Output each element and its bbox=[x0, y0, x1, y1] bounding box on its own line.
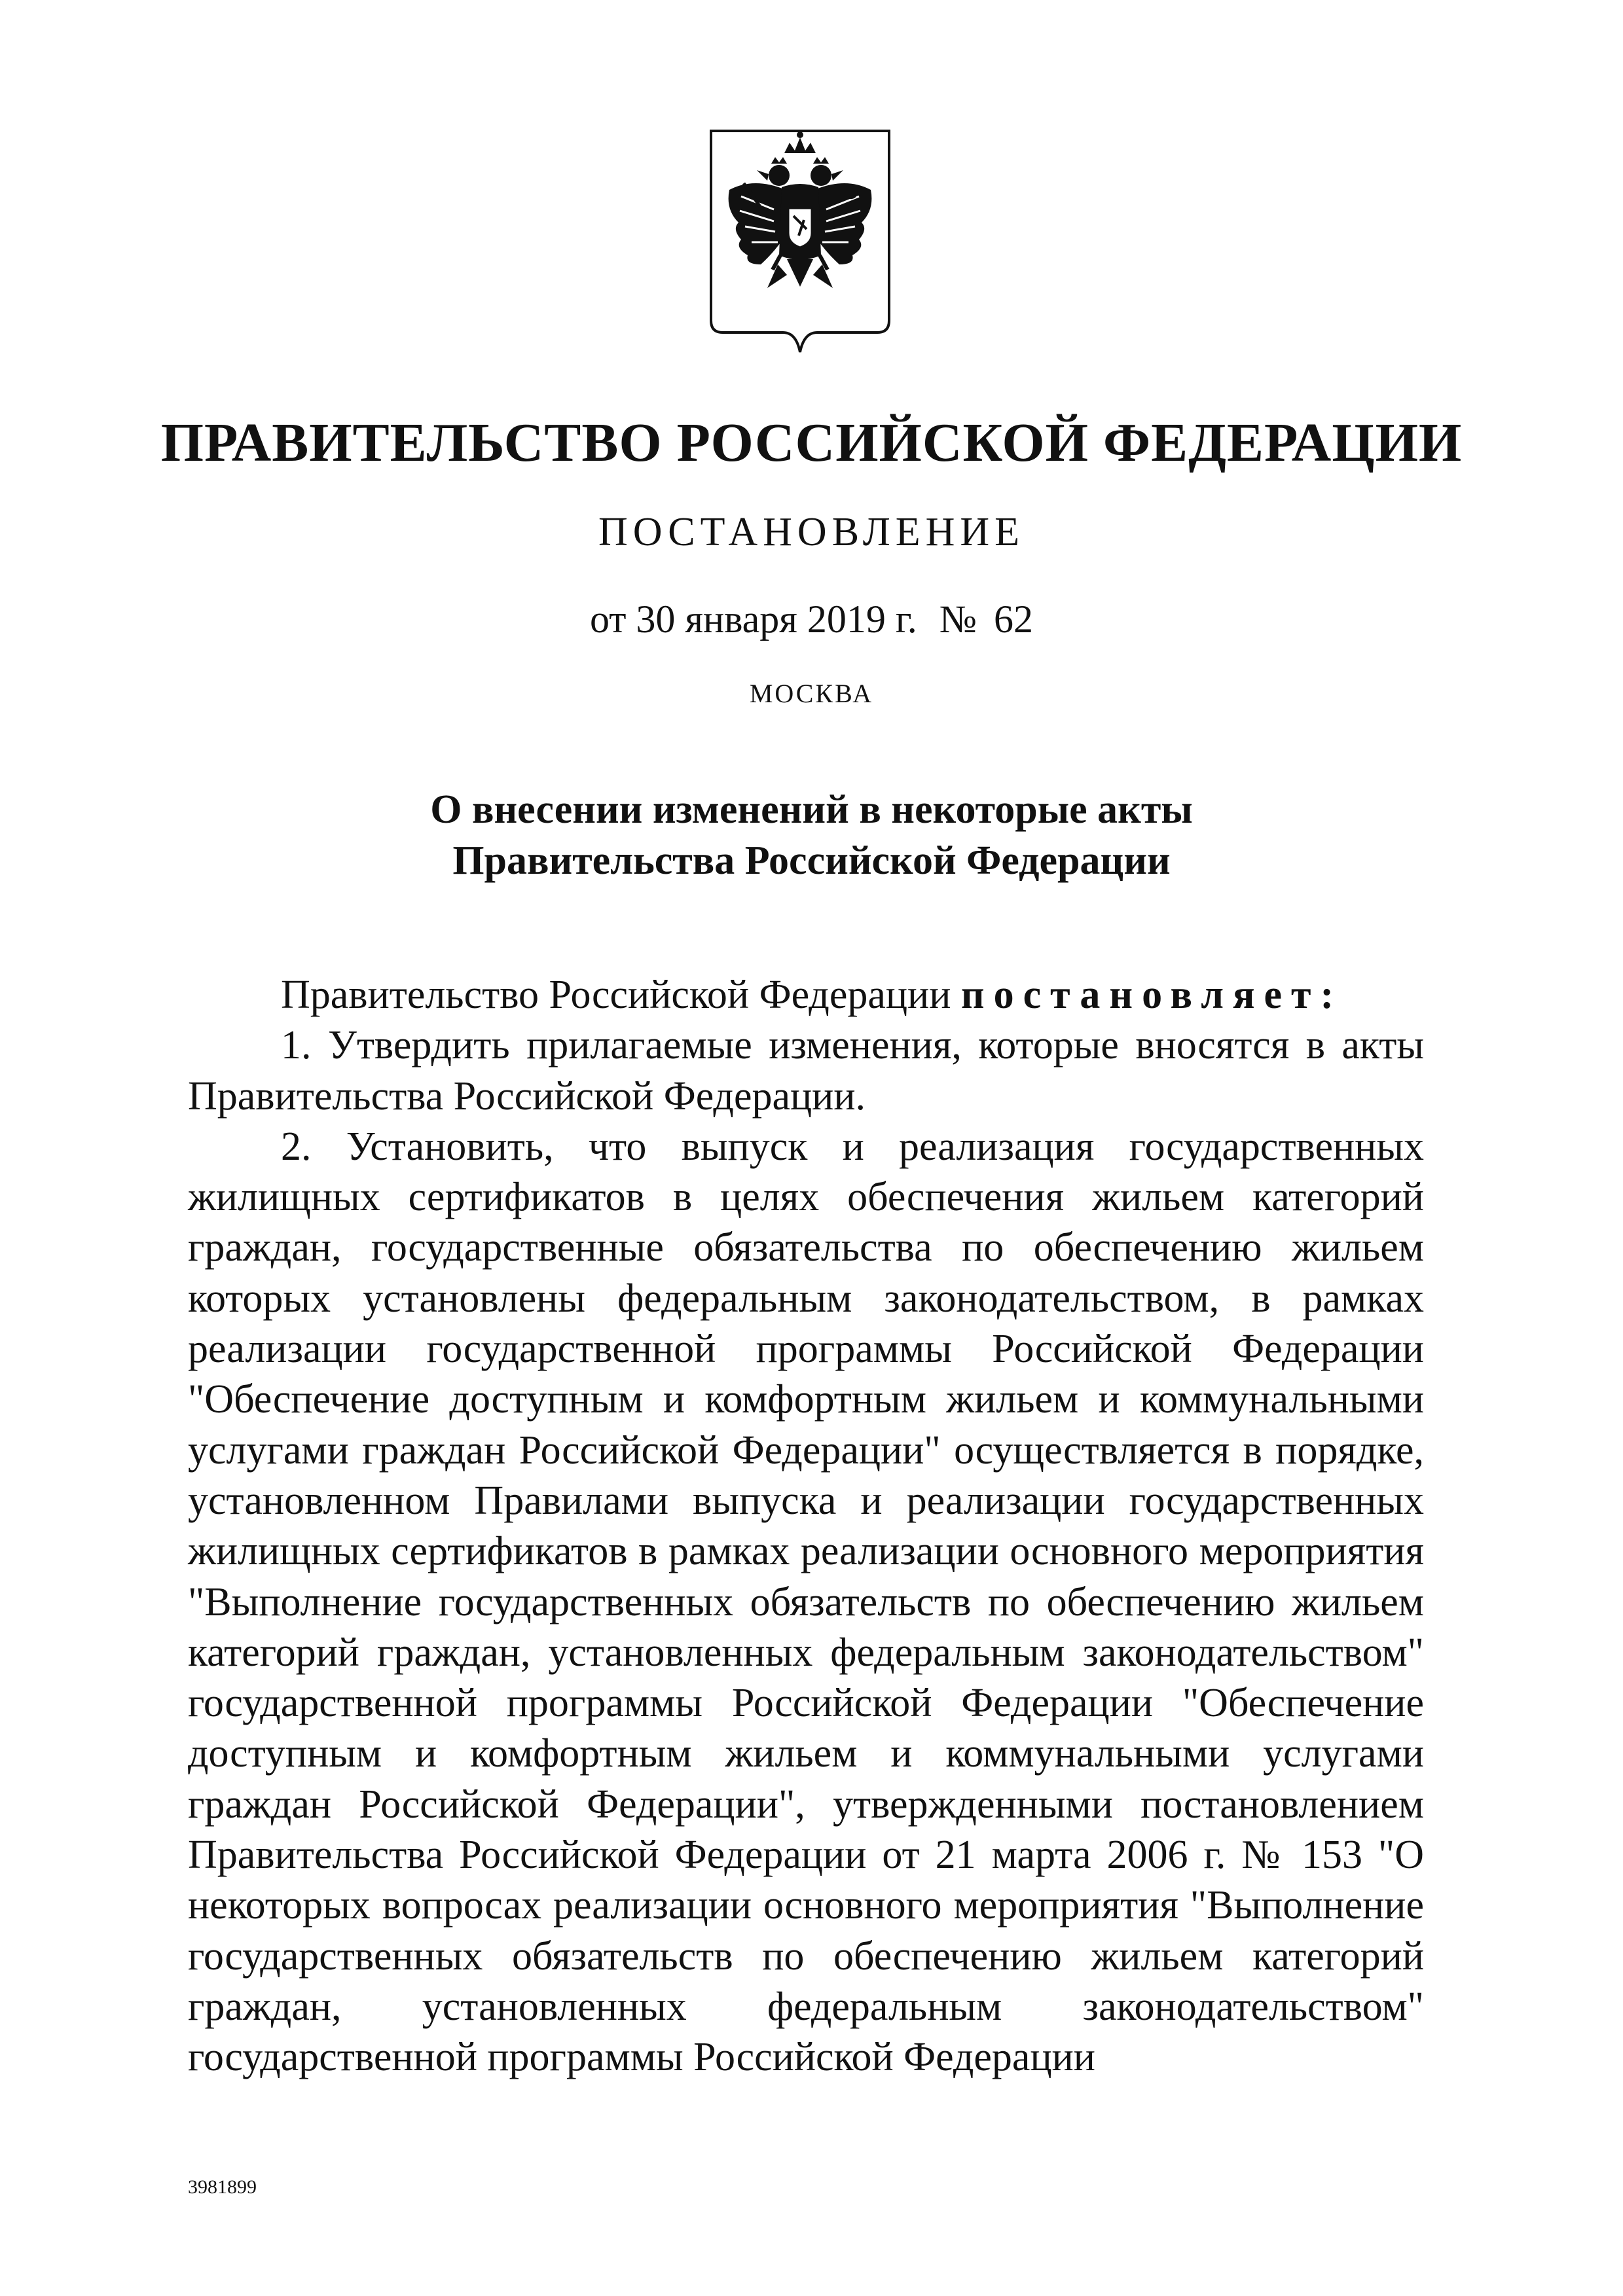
document-date-line bbox=[0, 597, 1623, 642]
organization-title: ПРАВИТЕЛЬСТВО РОССИЙСКОЙ ФЕДЕРАЦИИ bbox=[160, 412, 1463, 473]
document-id: 3981899 bbox=[188, 2176, 257, 2198]
item-1-paragraph: 1. Утвердить прилагаемые изменения, которые вносятся в акты Правительства Российской Федерации. bbox=[188, 1023, 1424, 1119]
document-city: МОСКВА bbox=[749, 679, 874, 708]
document-date: от 30 января 2019 г. bbox=[590, 598, 917, 641]
resolves-word: постановляет: bbox=[960, 973, 1343, 1017]
document-number: 62 bbox=[994, 598, 1033, 641]
subject-line-1: О внесении изменений в некоторые акты bbox=[430, 787, 1193, 832]
item-2-paragraph: 2. Установить, что выпуск и реализация государственных жилищных сертификатов в целях обеспечения жильем категорий граждан, государственные обязательства по обеспечению жильем которых установлены федеральным законодательством, в рамках реализации государственной программы Российской Федерации "Обеспечение доступным и комфортным жильем и коммунальными услугами граждан Российской Федерации" осуществляется в порядке, установленном Правилами выпуска и реализации государственных жилищных сертификатов в рамках реализации основного мероприятия "Выполнение государственных обязательств по обеспечению жильем категорий граждан, установленных федеральным законодательством" государственной программы Российской Федерации "Обеспечение доступным и комфортным жильем и коммунальными услугами граждан Российской Федерации", утвержденными постановлением Правительства Российской Федерации от 21 марта 2006 г. № 153 "О некоторых вопросах реализации основного мероприятия "Выполнение государственных обязательств по обеспечению жильем категорий граждан, установленных федеральным законодательством" государственной программы Российской Федерации bbox=[188, 1124, 1424, 2080]
document-subject bbox=[0, 784, 1623, 886]
russian-coat-of-arms-icon bbox=[702, 124, 898, 360]
preamble-text: Правительство Российской Федерации bbox=[281, 973, 951, 1017]
document-body bbox=[188, 970, 1424, 2083]
subject-line-2: Правительства Российской Федерации bbox=[452, 838, 1171, 883]
document-number-label: № bbox=[939, 598, 977, 641]
document-type: ПОСТАНОВЛЕНИЕ bbox=[598, 510, 1025, 554]
preamble-paragraph bbox=[188, 970, 1424, 1020]
